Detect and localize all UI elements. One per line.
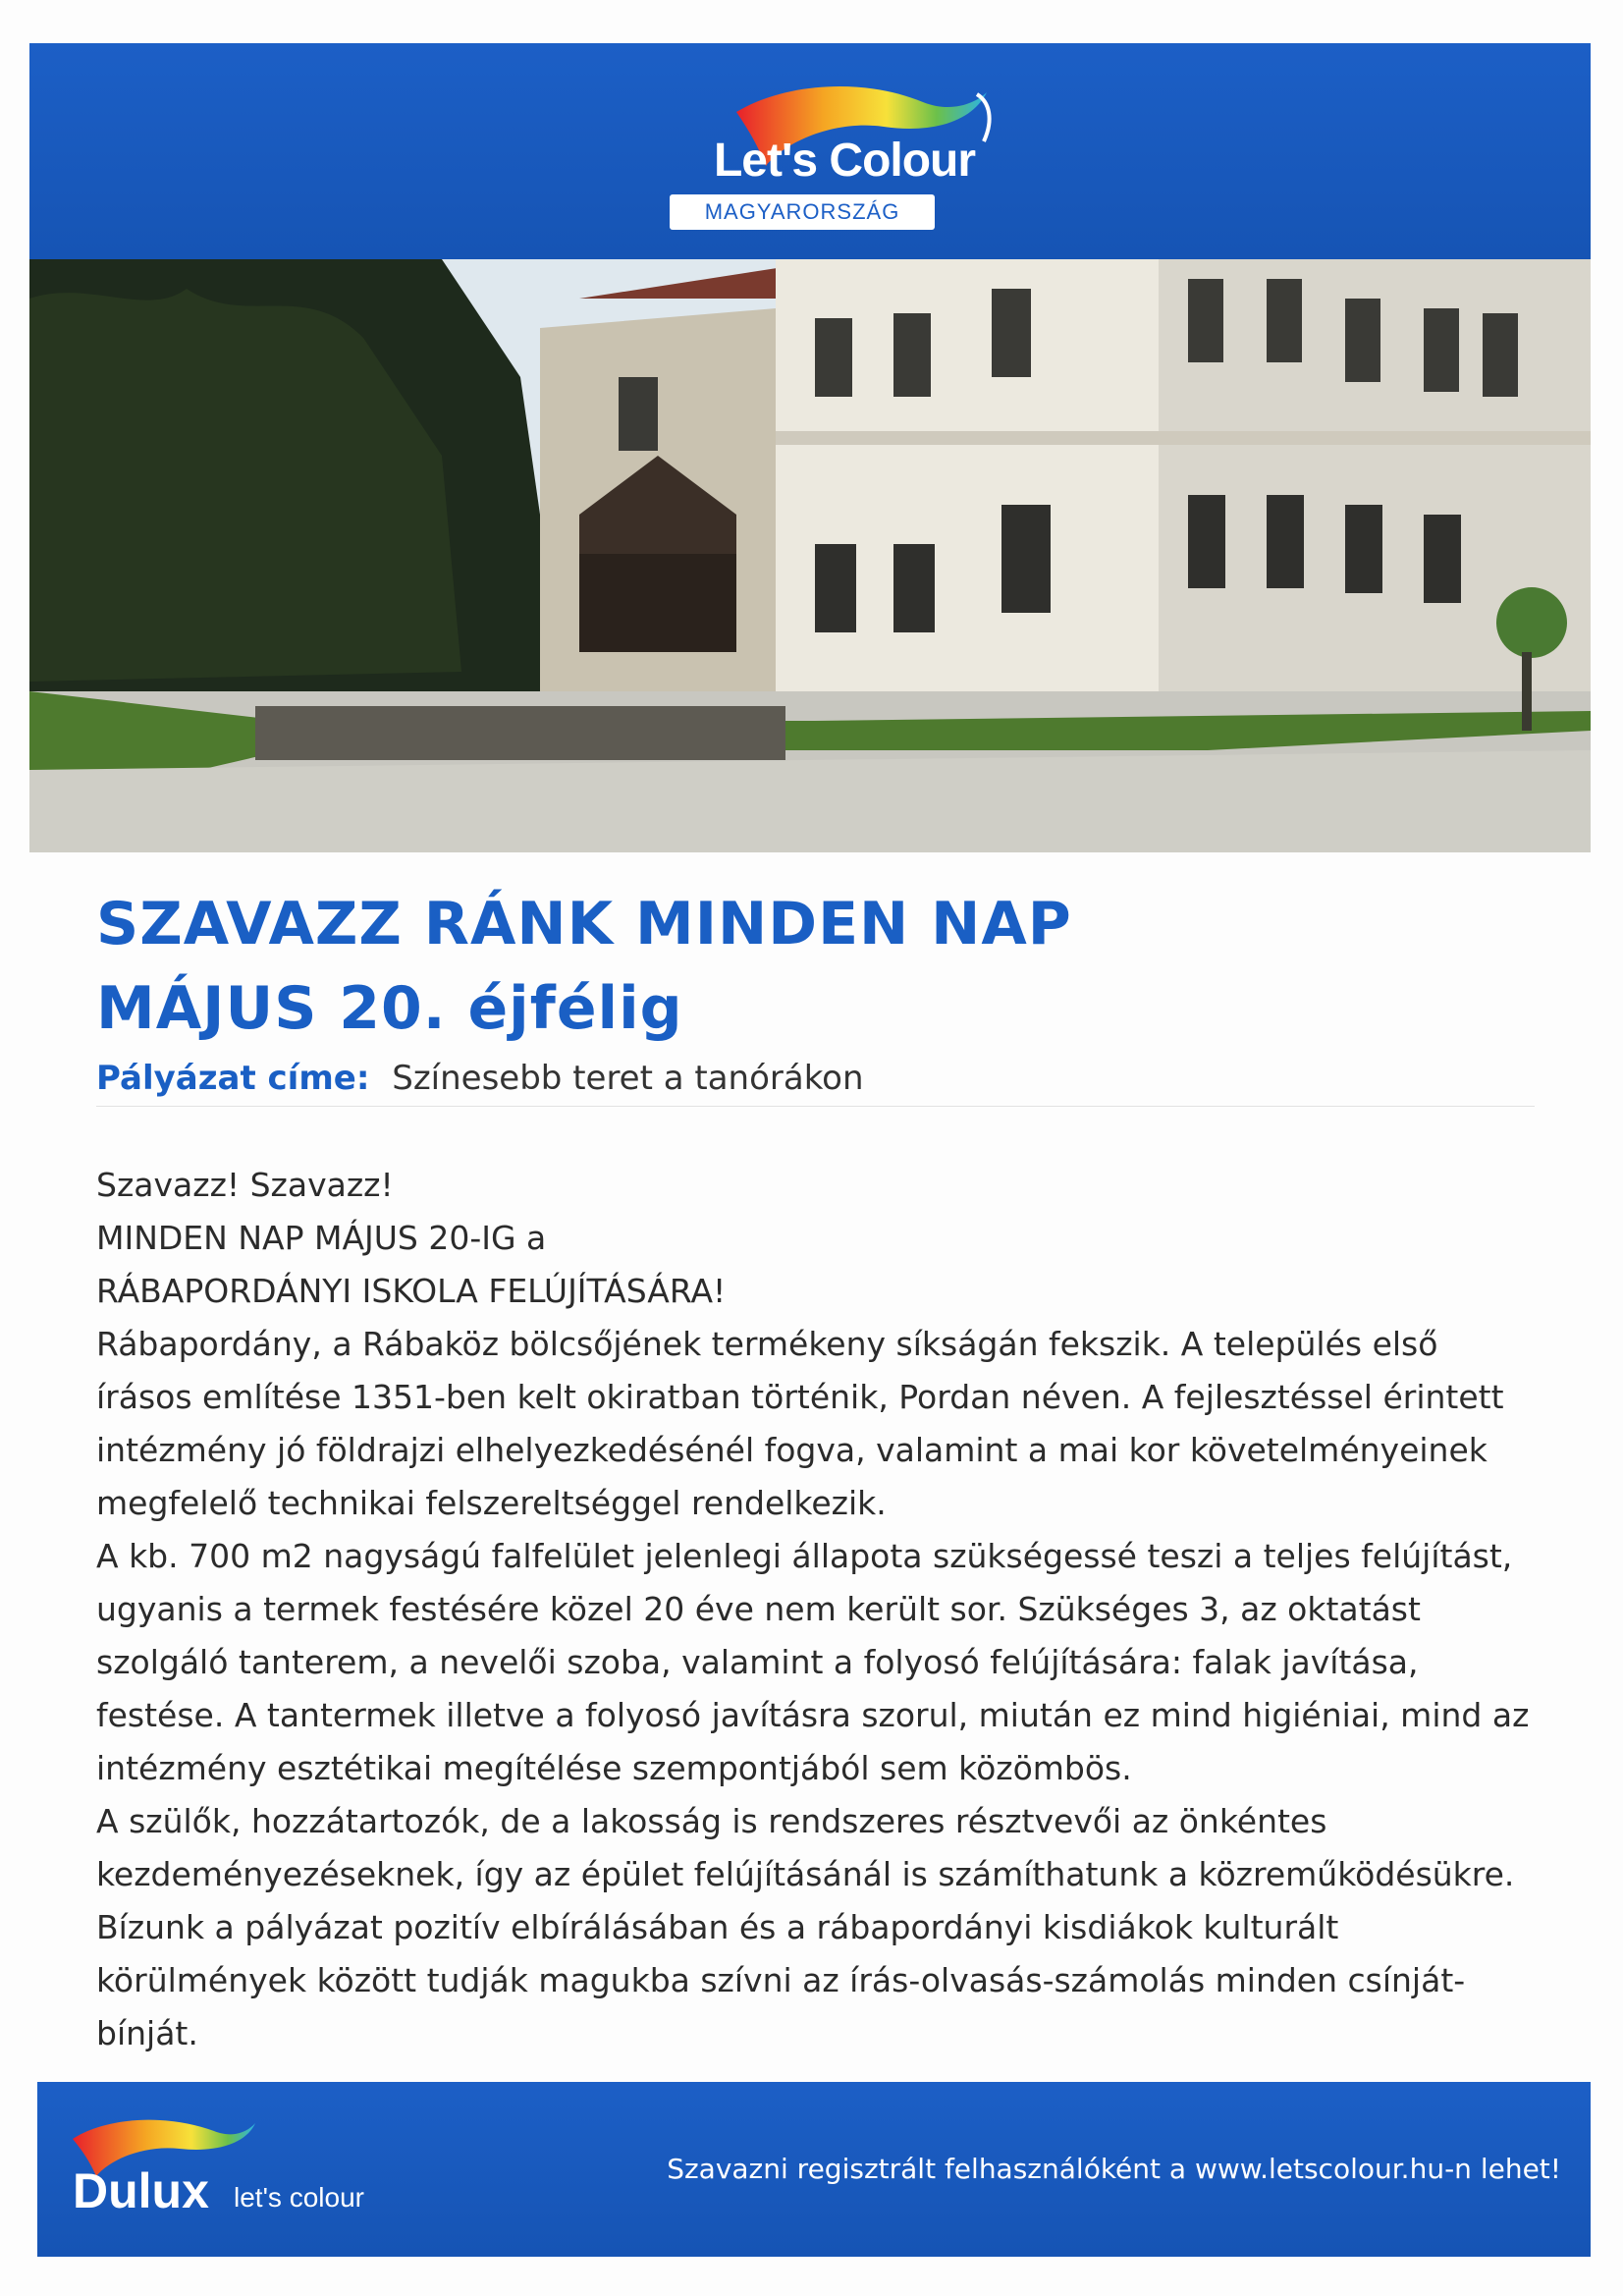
voting-note: Szavazni regisztrált felhasználóként a www.letscolour.hu-n lehet! xyxy=(667,2153,1561,2185)
body-paragraph: Szavazz! Szavazz! xyxy=(96,1166,394,1204)
body-paragraph: Rábapordány, a Rábaköz bölcsőjének termékeny síkságán fekszik. A település első írásos említése 1351-ben kelt okiratban történik, Pordan néven. A fejlesztéssel érintett intézmény jó földrajzi elhelyezkedésénél fogva, valamint a mai kor követelményeinek megfelelő technikai felszereltséggel rendelkezik. xyxy=(96,1325,1504,1522)
divider xyxy=(96,1106,1535,1107)
letscolour-logo-text: Let's Colour xyxy=(713,135,976,187)
body-paragraph: A kb. 700 m2 nagyságú falfelület jelenlegi állapota szükségessé teszi a teljes felújítást, ugyanis a termek festésére közel 20 éve nem került sor. Szükséges 3, az oktatást szolgáló tanterem, a nevelői szoba, valamint a folyosó felújítására: falak javítása, festése. A tantermek illetve a folyosó javításra szorul, miután ez mind higiéniai, mind az intézmény esztétikai megítélése szempontjából sem közömbös. xyxy=(96,1537,1530,1787)
project-title-label: Pályázat címe: xyxy=(96,1059,370,1098)
headline-line-1: SZAVAZZ RÁNK MINDEN NAP xyxy=(96,890,1072,958)
country-badge: MAGYARORSZÁG xyxy=(670,194,935,230)
body-paragraph: RÁBAPORDÁNYI ISKOLA FELÚJÍTÁSÁRA! xyxy=(96,1272,727,1310)
body-paragraph: MINDEN NAP MÁJUS 20-IG a xyxy=(96,1219,547,1257)
school-building-photo xyxy=(29,259,1591,852)
project-title xyxy=(96,1059,1471,1098)
dulux-logo-text: Dulux xyxy=(73,2163,209,2218)
footer-tagline: let's colour xyxy=(234,2182,364,2213)
project-title-value: Színesebb teret a tanórákon xyxy=(392,1059,864,1098)
body-paragraph: A szülők, hozzátartozók, de a lakosság is rendszeres résztvevői az önkéntes kezdeményezéseknek, így az épület felújításánál is számíthatunk a közreműködésükre. Bízunk a pályázat pozitív elbírálásában és a rábapordányi kisdiákok kulturált körülmények között tudják magukba szívni az írás-olvasás-számolás minden csínját-bínját. xyxy=(96,1802,1515,2052)
headline xyxy=(96,882,1471,1051)
headline-line-2: MÁJUS 20. éjfélig xyxy=(96,974,683,1043)
body-text xyxy=(96,1159,1540,2060)
footer-banner xyxy=(37,2082,1591,2257)
